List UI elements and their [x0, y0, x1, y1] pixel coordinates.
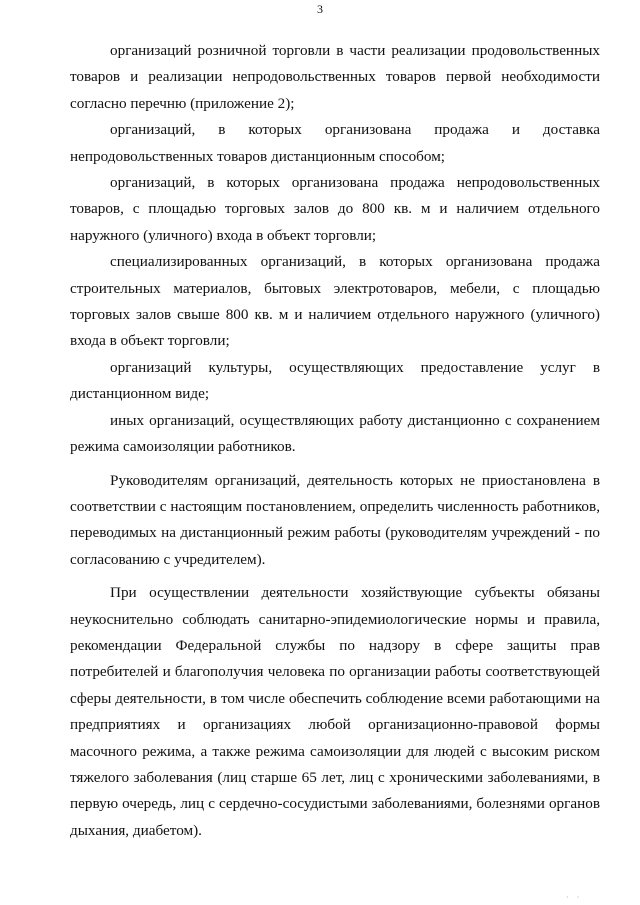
- paragraph-specialized-stores: специализированных организаций, в которых организована продажа строительных материалов, бытовых электротоваров, мебели, с площадью торговых залов свыше 800 кв. м и наличием отдельного наружного (уличного) входа в объект торговли;: [70, 253, 600, 350]
- paragraph-sanitary-requirements: При осуществлении деятельности хозяйствующие субъекты обязаны неукоснительно соблюдать санитарно-эпидемиологические нормы и правила, рекомендации Федеральной службы по надзору в сфере защиты прав потребителей и благополучия человека по организации работы соответствующей сферы деятельности, в том числе обеспечить соблюдение всеми работающими на предприятиях и организациях любой организационно-правовой формы масочного режима, а также режима самоизоляции для людей с высоким риском тяжелого заболевания (лиц старше 65 лет, лиц с хроническими заболеваниями, в первую очередь, лиц с сердечно-сосудистыми заболеваниями, болезнями органов дыхания, диабетом).: [70, 584, 600, 839]
- scan-corner-mark: · ·: [566, 893, 583, 902]
- page-number: 3: [317, 2, 323, 16]
- paragraph-small-trade-halls: организаций, в которых организована продажа непродовольственных товаров, с площадью торговых залов до 800 кв. м и наличием отдельного наружного (уличного) входа в объект торговли;: [70, 174, 600, 244]
- paragraph-managers-remote-staff: Руководителям организаций, деятельность которых не приостановлена в соответствии с настоящим постановлением, определить численность работников, переводимых на дистанционный режим работы (руководителям учреждений - по согласованию с учредителем).: [70, 471, 600, 568]
- paragraph-remote-delivery: организаций, в которых организована продажа и доставка непродовольственных товаров дистанционным способом;: [70, 121, 600, 165]
- paragraph-other-remote-organizations: иных организаций, осуществляющих работу дистанционно с сохранением режима самоизоляции работников.: [70, 411, 600, 456]
- document-body: [70, 38, 600, 844]
- paragraph-culture-organizations: организаций культуры, осуществляющих предоставление услуг в дистанционном виде;: [70, 358, 600, 403]
- paragraph-retail-food: организаций розничной торговли в части реализации продовольственных товаров и реализации непродовольственных товаров первой необходимости согласно перечню (приложение 2);: [70, 42, 600, 112]
